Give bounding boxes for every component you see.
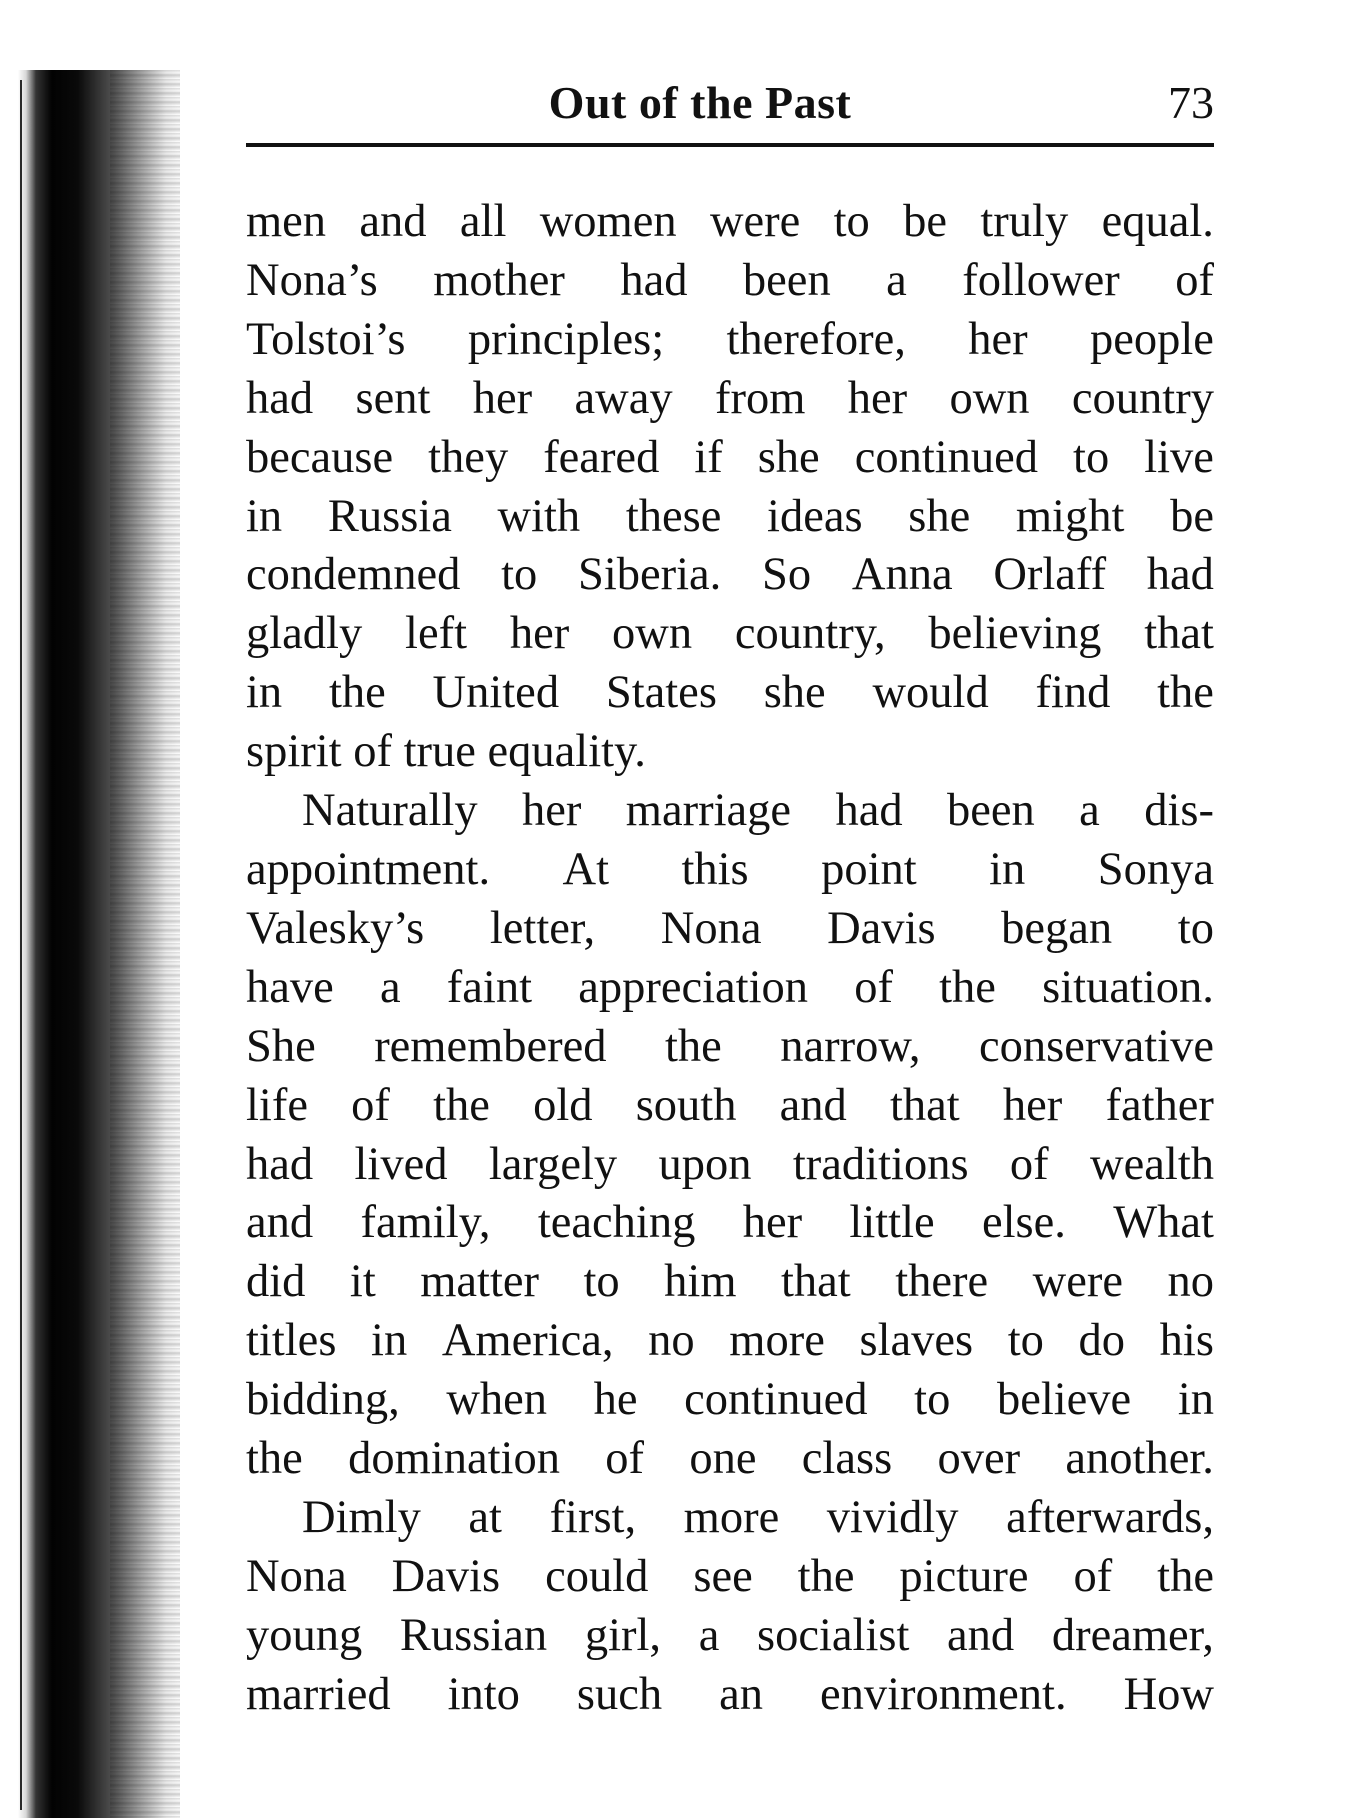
text-line: had lived largely upon traditions of wealth [246, 1138, 1214, 1190]
text-line: titles in America, no more slaves to do his [246, 1315, 1214, 1367]
text-line: had sent her away from her own country [246, 372, 1214, 424]
body-text [246, 193, 1214, 1725]
running-title: Out of the Past [548, 77, 852, 128]
text-line: in the United States she would find the [246, 667, 1214, 719]
paragraph-1 [246, 193, 1214, 782]
text-line: young Russian girl, a socialist and dreamer, [246, 1609, 1214, 1661]
header-rule [246, 143, 1214, 147]
text-line: and family, teaching her little else. What [246, 1197, 1214, 1249]
text-line: Nona’s mother had been a follower of [246, 254, 1214, 306]
text-line: life of the old south and that her father [246, 1079, 1214, 1131]
text-line: because they feared if she continued to live [246, 431, 1214, 483]
text-line: married into such an environment. How [246, 1668, 1214, 1720]
text-line: condemned to Siberia. So Anna Orlaff had [246, 549, 1214, 601]
text-line: bidding, when he continued to believe in [246, 1374, 1214, 1426]
text-line: Naturally her marriage had been a dis- [302, 785, 1214, 837]
page-edge-line [20, 80, 22, 1810]
text-line: appointment. At this point in Sonya [246, 843, 1214, 895]
text-line: She remembered the narrow, conservative [246, 1020, 1214, 1072]
text-line: did it matter to him that there were no [246, 1256, 1214, 1308]
text-line: the domination of one class over another. [246, 1433, 1214, 1485]
text-line: Nona Davis could see the picture of the [246, 1550, 1214, 1602]
binding-speckle [110, 70, 180, 1818]
text-line: Valesky’s letter, Nona Davis began to [246, 902, 1214, 954]
text-line: Tolstoi’s principles; therefore, her people [246, 313, 1214, 365]
text-line: have a faint appreciation of the situation. [246, 961, 1214, 1013]
page-number: 73 [1168, 77, 1214, 128]
paragraph-3 [246, 1489, 1214, 1725]
text-line: gladly left her own country, believing that [246, 608, 1214, 660]
paragraph-2 [246, 782, 1214, 1489]
running-header [246, 76, 1214, 136]
text-line: men and all women were to be truly equal. [246, 196, 1214, 247]
text-line: Dimly at first, more vividly afterwards, [302, 1491, 1214, 1543]
text-line: spirit of true equality. [246, 726, 646, 778]
text-line: in Russia with these ideas she might be [246, 490, 1214, 542]
